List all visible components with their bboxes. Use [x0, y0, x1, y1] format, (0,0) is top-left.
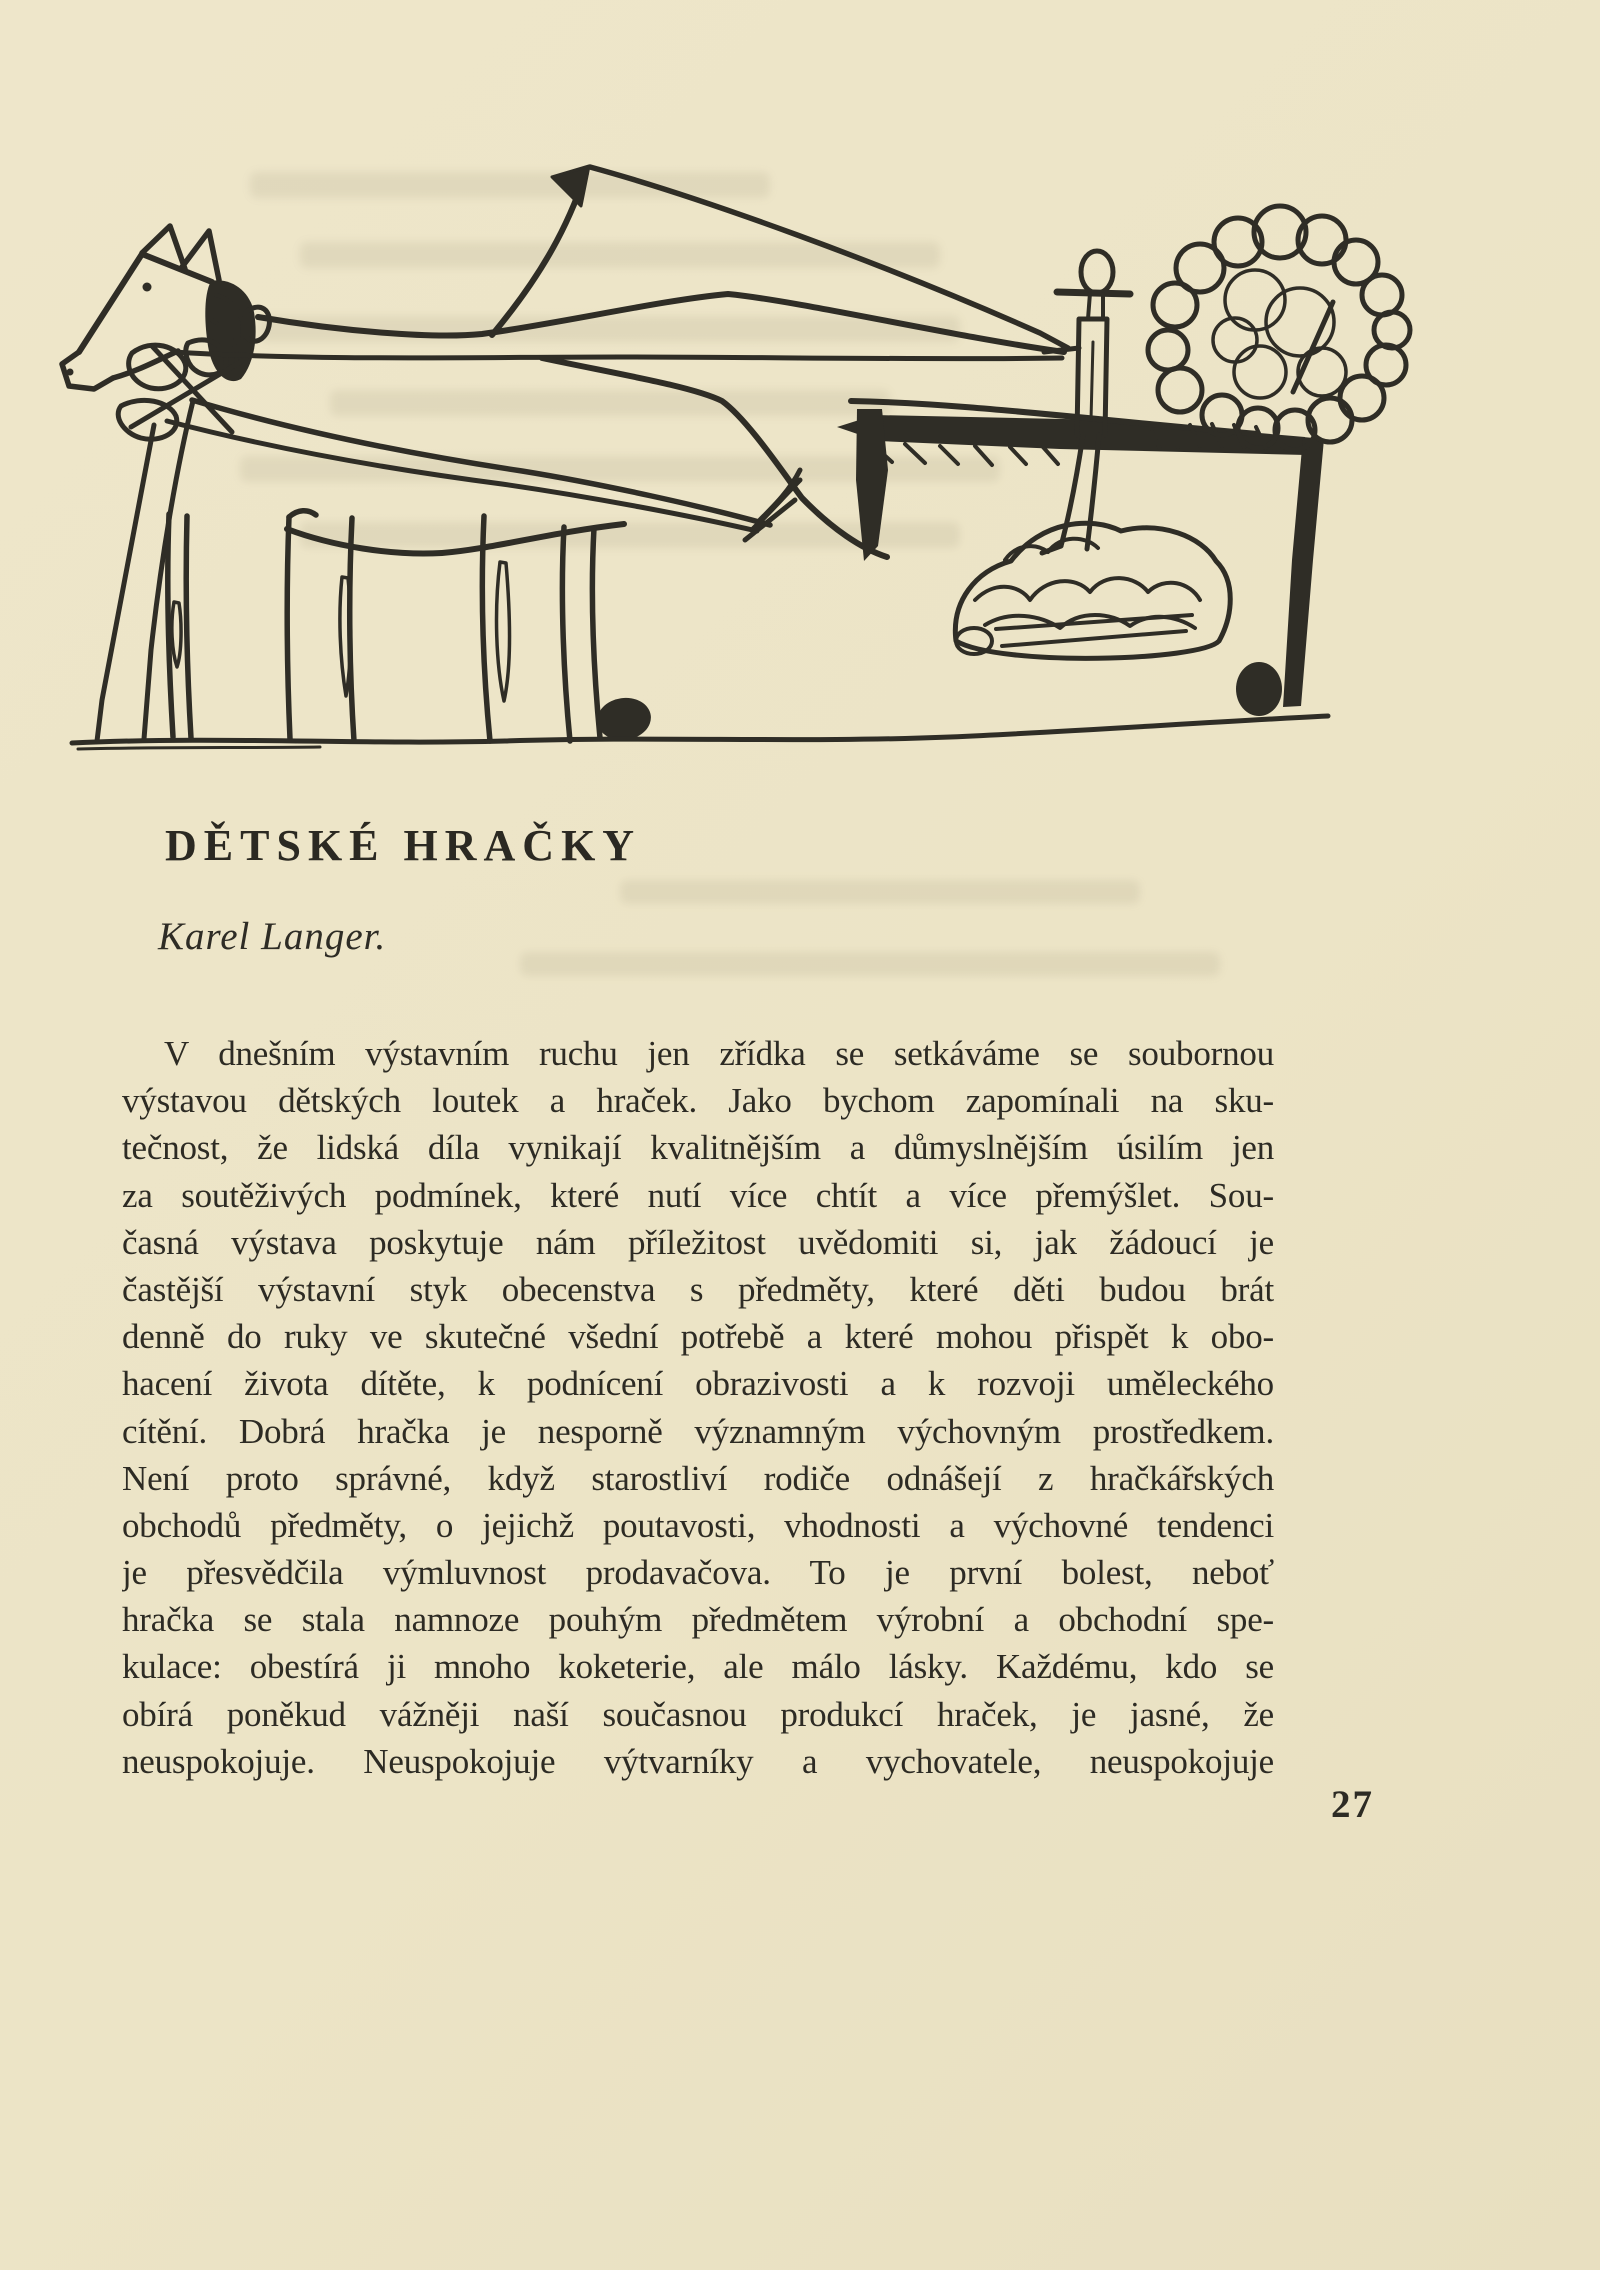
text-line: tečnost, že lidská díla vynikají kvalitnějším a důmyslnějším úsilím jen — [122, 1128, 1274, 1168]
text-line: kulace: obestírá ji mnoho koketerie, ale málo lásky. Každému, kdo se — [122, 1647, 1274, 1687]
text-line: hračka se stala namnoze pouhým předmětem výrobní a obchodní spe- — [122, 1600, 1274, 1640]
text-line: Není proto správné, když starostliví rodiče odnášejí z hračkářských — [122, 1458, 1274, 1498]
text-line: obírá poněkud vážněji naší současnou produkcí hraček, je jasné, že — [122, 1694, 1274, 1734]
page-title: DĚTSKÉ HRAČKY — [165, 821, 642, 870]
text-line: denně do ruky ve skutečné všední potřebě a které mohou přispět k obo- — [122, 1317, 1274, 1357]
text-line: hacení života dítěte, k podnícení obrazivosti a k rozvoji uměleckého — [122, 1364, 1274, 1404]
cart-figure — [837, 401, 1306, 716]
text-line: neuspokojuje. Neuspokojuje výtvarníky a vychovatele, neuspokojuje — [122, 1741, 1274, 1781]
text-line: je přesvědčila výmluvnost prodavačova. To je první bolest, neboť — [122, 1553, 1274, 1593]
show-through-text — [520, 952, 1220, 976]
text-line: cítění. Dobrá hračka je nesporně významným výchovným prostředkem. — [122, 1411, 1274, 1451]
text-line: obchodů předměty, o jejichž poutavosti, vhodnosti a výchovné tendenci — [122, 1505, 1274, 1545]
text-line: za soutěživých podmínek, které nutí více chtít a více přemýšlet. Sou- — [122, 1175, 1274, 1215]
ground-line — [72, 716, 1328, 749]
body-text — [122, 1030, 1274, 1785]
text-line: časná výstava poskytuje nám příležitost uvědomiti si, jak žádoucí je — [122, 1222, 1274, 1262]
text-line: častější výstavní styk obecenstva s předměty, které děti budou brát — [122, 1269, 1274, 1309]
author-byline: Karel Langer. — [158, 915, 387, 958]
text-line: V dnešním výstavním ruchu jen zřídka se setkáváme se soubornou — [164, 1034, 1274, 1073]
cart-wheel — [1236, 662, 1282, 716]
text-line: výstavou dětských loutek a hraček. Jako bychom zapomínali na sku- — [122, 1081, 1274, 1121]
child-drawing-illustration — [40, 90, 1420, 770]
show-through-text — [620, 880, 1140, 904]
page-number: 27 — [1331, 1783, 1374, 1826]
driver-figure — [1042, 251, 1130, 553]
